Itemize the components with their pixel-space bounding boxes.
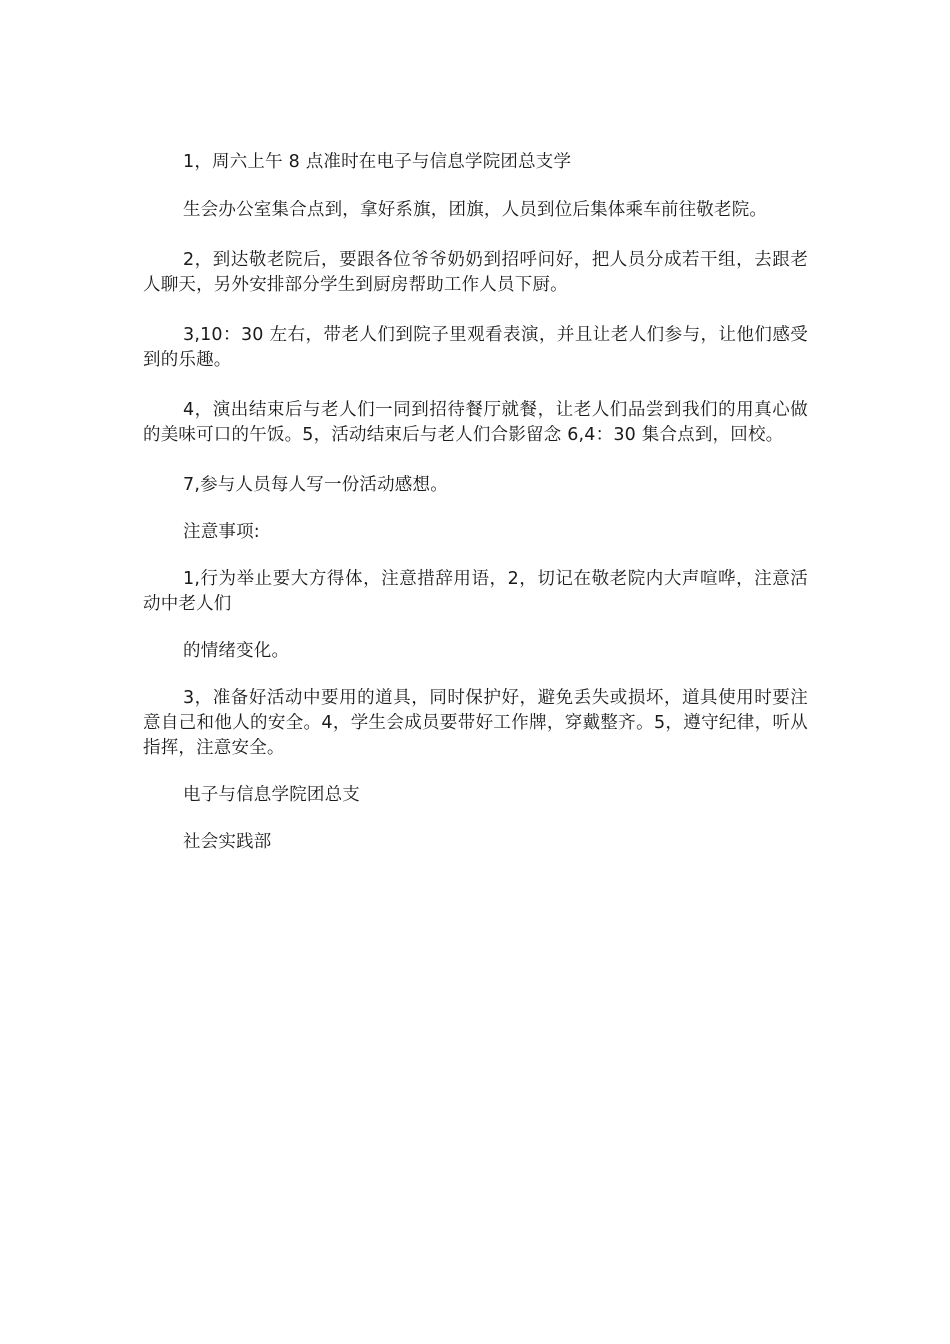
signature-department: 社会实践部 <box>183 832 272 852</box>
paragraph-notes-3-4-5: 3，准备好活动中要用的道具，同时保护好，避免丢失或损坏，道具使用时要注意自己和他人的安全。4，学生会成员要带好工作牌，穿戴整齐。5，遵守纪律，听从指挥，注意安全。 <box>143 688 808 758</box>
paragraph-schedule-4-5-6: 4，演出结束后与老人们一同到招待餐厅就餐，让老人们品尝到我们的用真心做的美味可口的午饭。5，活动结束后与老人们合影留念 6,4：30 集合点到，回校。 <box>143 400 808 445</box>
paragraph-schedule-3: 3,10：30 左右，带老人们到院子里观看表演，并且让老人们参与，让他们感受到的乐趣。 <box>143 325 808 370</box>
paragraph-schedule-1: 1，周六上午 8 点准时在电子与信息学院团总支学 <box>183 152 572 172</box>
paragraph-schedule-1-cont: 生会办公室集合点到，拿好系旗，团旗，人员到位后集体乘车前往敬老院。 <box>183 200 768 220</box>
paragraph-schedule-7: 7,参与人员每人写一份活动感想。 <box>183 475 448 495</box>
paragraph-notes-2-cont: 的情绪变化。 <box>183 641 290 661</box>
paragraph-notes-1-2: 1,行为举止要大方得体，注意措辞用语，2，切记在敬老院内大声喧哗，注意活动中老人们 <box>143 569 808 614</box>
document-body <box>143 150 808 880</box>
signature-organization: 电子与信息学院团总支 <box>183 785 360 805</box>
notes-heading: 注意事项: <box>183 522 260 542</box>
paragraph-schedule-2: 2，到达敬老院后，要跟各位爷爷奶奶到招呼问好，把人员分成若干组，去跟老人聊天，另外安排部分学生到厨房帮助工作人员下厨。 <box>143 250 808 295</box>
